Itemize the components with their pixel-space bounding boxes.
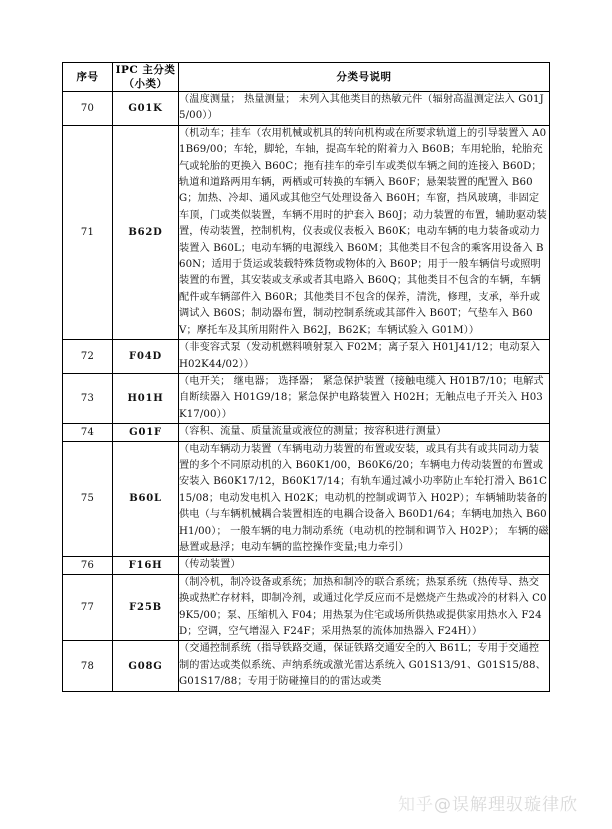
cell-sequence-number: 76	[63, 557, 113, 574]
cell-ipc-class: B60L	[113, 441, 179, 557]
watermark-site-name: 知乎	[398, 795, 434, 815]
column-header-ipc-line2: （小类）	[123, 78, 168, 90]
cell-sequence-number: 73	[63, 373, 113, 423]
watermark-handle: @误解理驭璇律欣	[434, 795, 578, 815]
table-row	[63, 125, 550, 339]
cell-sequence-number: 72	[63, 340, 113, 374]
table-row	[63, 373, 550, 423]
cell-sequence-number: 77	[63, 574, 113, 641]
table-row	[63, 557, 550, 574]
cell-sequence-number: 75	[63, 441, 113, 557]
cell-sequence-number: 71	[63, 125, 113, 339]
cell-sequence-number: 78	[63, 641, 113, 691]
cell-description: （温度测量； 热量测量； 未列入其他类目的热敏元件（辐射高温测定法入 G01J5/00））	[179, 92, 550, 126]
cell-description: （电动车辆动力装置（车辆电动力装置的布置或安装，或具有共有或共同动力装置的多个不同原动机的入 B60K1/00，B60K6/20；车辆电力传动装置的布置或安装入 B60K17/12，B60K17/14；有轨车通过减小功率防止车轮打滑入 B61C15/08；电动发电机入 H02K；电动机的控制或调节入 H02P）；车辆辅助装备的供电（与车辆机械耦合装置相连的电耦合设备入 B60D1/64；车辆电加热入 B60H1/00）； 一般车辆的电力制动系统（电动机的控制和调节入 H02P）； 车辆的磁悬置或悬浮；电动车辆的监控操作变量;电力牵引）	[179, 441, 550, 557]
column-header-ipc-class	[113, 63, 179, 92]
table-row	[63, 340, 550, 374]
column-header-ipc-line1: IPC 主分类	[115, 64, 176, 76]
table-row	[63, 641, 550, 691]
cell-description: （机动车；挂车（农用机械或机具的转向机构或在所要求轨道上的引导装置入 A01B69/00；车轮，脚轮，车轴，提高车轮的附着力入 B60B；车用轮胎，轮胎充气或轮胎的更换入 B60C；拖有挂车的牵引车或类似车辆之间的连接入 B60D；轨道和道路两用车辆，两栖或可转换的车辆入 B60F；悬架装置的配置入 B60G；加热、冷却、通风或其他空气处理设备入 B60H；车窗，挡风玻璃，非固定车顶，门或类似装置，车辆不用时的护套入 B60J；动力装置的布置，辅助驱动装置，传动装置，控制机构，仪表或仪表板入 B60K；电动车辆的电力装备或动力装置入 B60L；电动车辆的电源线入 B60M；其他类目不包含的乘客用设备入 B60N；适用于货运或装载特殊货物或物体的入 B60P；用于一般车辆信号或照明装置的布置，其安装或支承或者其电路入 B60Q；其他类目不包含的车辆，车辆配件或车辆部件入 B60R；其他类目不包含的保养，清洗，修理，支承，举升或调试入 B60S；制动器布置，制动控制系统或其部件入 B60T；气垫车入 B60V；摩托车及其所用附件入 B62J，B62K；车辆试验入 G01M））	[179, 125, 550, 339]
table-header	[63, 63, 550, 92]
cell-ipc-class: H01H	[113, 373, 179, 423]
cell-description: （交通控制系统（指导铁路交通，保证铁路交通安全的入 B61L；专用于交通控制的雷达或类似系统、声纳系统或激光雷达系统入 G01S13/91、G01S15/88、G01S17/88；专用于防碰撞目的的雷达或类	[179, 641, 550, 691]
table-row	[63, 424, 550, 441]
cell-ipc-class: G01F	[113, 424, 179, 441]
site-watermark	[398, 792, 598, 818]
cell-description: （非变容式泵（发动机燃料喷射泵入 F02M；离子泵入 H01J41/12；电动泵入 H02K44/02））	[179, 340, 550, 374]
cell-sequence-number: 74	[63, 424, 113, 441]
ipc-classification-table	[62, 62, 550, 692]
cell-description: （制冷机，制冷设备或系统；加热和制冷的联合系统；热泵系统（热传导、热交换或热贮存材料，即制冷剂，或通过化学反应而不是燃烧产生热或冷的材料入 C09K5/00；泵、压缩机入 F04；用热泵为住宅或场所供热或提供家用热水入 F24D；空调，空气增湿入 F24F；采用热泵的流体加热器入 F24H））	[179, 574, 550, 641]
cell-ipc-class: F25B	[113, 574, 179, 641]
cell-ipc-class: G01K	[113, 92, 179, 126]
cell-description: （电开关； 继电器； 选择器； 紧急保护装置（接触电缆入 H01B7/10；电解式自断续器入 H01G9/18；紧急保护电路装置入 H02H；无触点电子开关入 H03K17/00））	[179, 373, 550, 423]
table-row	[63, 441, 550, 557]
table-row	[63, 574, 550, 641]
column-header-description: 分类号说明	[179, 63, 550, 92]
table-body	[63, 92, 550, 692]
cell-description: （传动装置）	[179, 557, 550, 574]
cell-ipc-class: F04D	[113, 340, 179, 374]
cell-ipc-class: B62D	[113, 125, 179, 339]
cell-description: （容积、流量、质量流量或液位的测量；按容积进行测量）	[179, 424, 550, 441]
cell-sequence-number: 70	[63, 92, 113, 126]
table-row	[63, 92, 550, 126]
cell-ipc-class: G08G	[113, 641, 179, 691]
cell-ipc-class: F16H	[113, 557, 179, 574]
column-header-sequence: 序号	[63, 63, 113, 92]
table-header-row	[63, 63, 550, 92]
